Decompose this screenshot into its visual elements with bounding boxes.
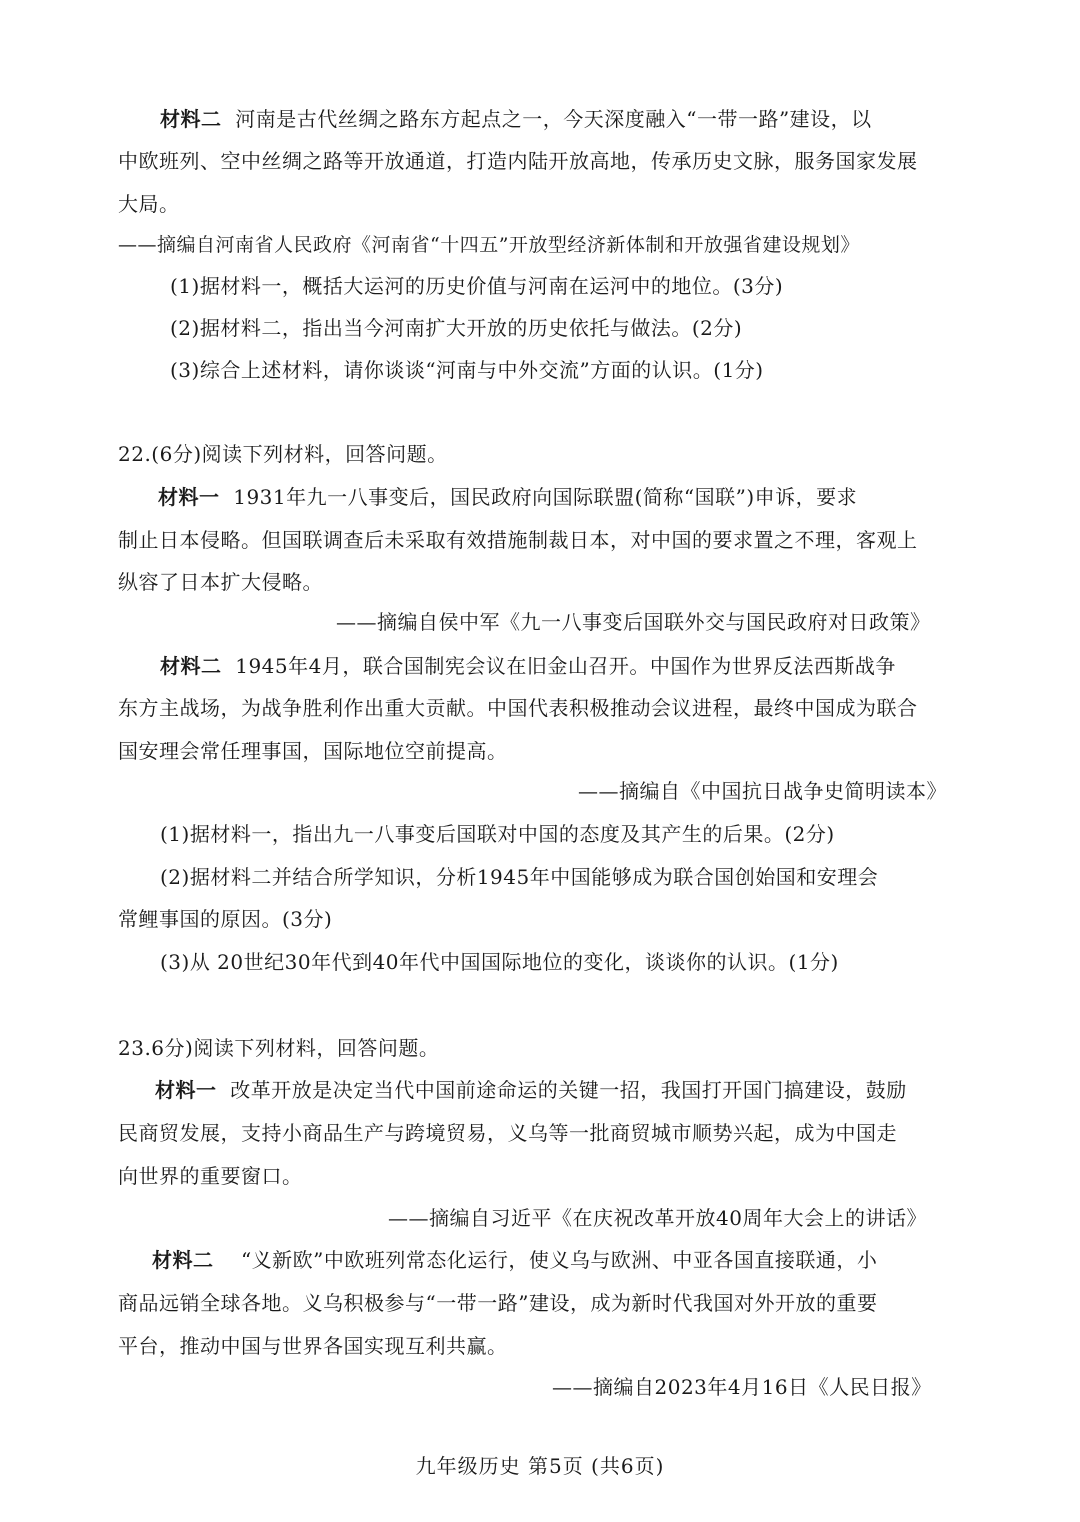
- s23-material1-source: ——摘编自习近平《在庆祝改革开放40周年大会上的讲话》: [388, 1206, 927, 1230]
- page-footer: 九年级历史 第5页 (共6页): [415, 1454, 665, 1478]
- s22-question1: (1)据材料一，指出九一八事变后国联对中国的态度及其产生的后果。(2分): [160, 822, 835, 846]
- s22-material2-line3: 国安理会常任理事国，国际地位空前提高。: [118, 739, 508, 763]
- s23-material2-line2: 商品远销全球各地。义乌积极参与“一带一路”建设，成为新时代我国对外开放的重要: [118, 1291, 878, 1315]
- s23-material2-label: 材料二: [152, 1248, 214, 1272]
- s23-material2-line3: 平台，推动中国与世界各国实现互利共赢。: [118, 1334, 508, 1358]
- s22-material1-line1: 材料一 1931年九一八事变后，国民政府向国际联盟(简称“国联”)申诉，要求: [158, 485, 858, 509]
- s21-question3: (3)综合上述材料，请你谈谈“河南与中外交流”方面的认识。(1分): [170, 358, 764, 382]
- s22-material1-source: ——摘编自侯中军《九一八事变后国联外交与国民政府对日政策》: [336, 610, 931, 634]
- s21-material2-line2: 中欧班列、空中丝绸之路等开放通道，打造内陆开放高地，传承历史文脉，服务国家发展: [118, 149, 918, 173]
- s22-material1-line3: 纵容了日本扩大侵略。: [118, 570, 323, 594]
- s22-material2-source: ——摘编自《中国抗日战争史简明读本》: [578, 779, 947, 803]
- s23-material2-line1: 材料二 “义新欧”中欧班列常态化运行，使义乌与欧洲、中亚各国直接联通，小: [152, 1248, 878, 1272]
- s21-question1: (1)据材料一，概括大运河的历史价值与河南在运河中的地位。(3分): [170, 274, 784, 298]
- s22-material2-line2: 东方主战场，为战争胜利作出重大贡献。中国代表积极推动会议进程，最终中国成为联合: [118, 696, 918, 720]
- s22-material1-line2: 制止日本侵略。但国联调查后未采取有效措施制裁日本，对中国的要求置之不理，客观上: [118, 528, 918, 552]
- s22-header: 22.(6分)阅读下列材料，回答问题。: [118, 442, 448, 466]
- s22-question2-line2: 常鲤事国的原因。(3分): [118, 907, 333, 931]
- s21-material2-line1: 材料二 河南是古代丝绸之路东方起点之一，今天深度融入“一带一路”建设，以: [160, 107, 872, 131]
- s22-question2-line1: (2)据材料二并结合所学知识，分析1945年中国能够成为联合国创始国和安理会: [160, 865, 879, 889]
- s22-material1-label: 材料一: [158, 485, 220, 509]
- s22-material2-line1: 材料二 1945年4月，联合国制宪会议在旧金山召开。中国作为世界反法西斯战争: [160, 654, 896, 678]
- s23-material1-line3: 向世界的重要窗口。: [118, 1164, 303, 1188]
- s23-material1-line1: 材料一 改革开放是决定当代中国前途命运的关键一招，我国打开国门搞建设，鼓励: [155, 1078, 907, 1102]
- s21-material2-line3: 大局。: [118, 192, 180, 216]
- s22-material2-label: 材料二: [160, 654, 222, 678]
- s22-question3: (3)从 20世纪30年代到40年代中国国际地位的变化，谈谈你的认识。(1分): [160, 950, 839, 974]
- s21-material2-source: ——摘编自河南省人民政府《河南省“十四五”开放型经济新体制和开放强省建设规划》: [118, 234, 860, 256]
- s23-material1-line2: 民商贸发展，支持小商品生产与跨境贸易，义乌等一批商贸城市顺势兴起，成为中国走: [118, 1121, 897, 1145]
- s23-header: 23.6分)阅读下列材料，回答问题。: [118, 1036, 440, 1060]
- s21-question2: (2)据材料二，指出当今河南扩大开放的历史依托与做法。(2分): [170, 316, 743, 340]
- s23-material1-label: 材料一: [155, 1078, 217, 1102]
- s23-material2-source: ——摘编自2023年4月16日《人民日报》: [552, 1375, 932, 1399]
- s21-material2-label: 材料二: [160, 107, 222, 131]
